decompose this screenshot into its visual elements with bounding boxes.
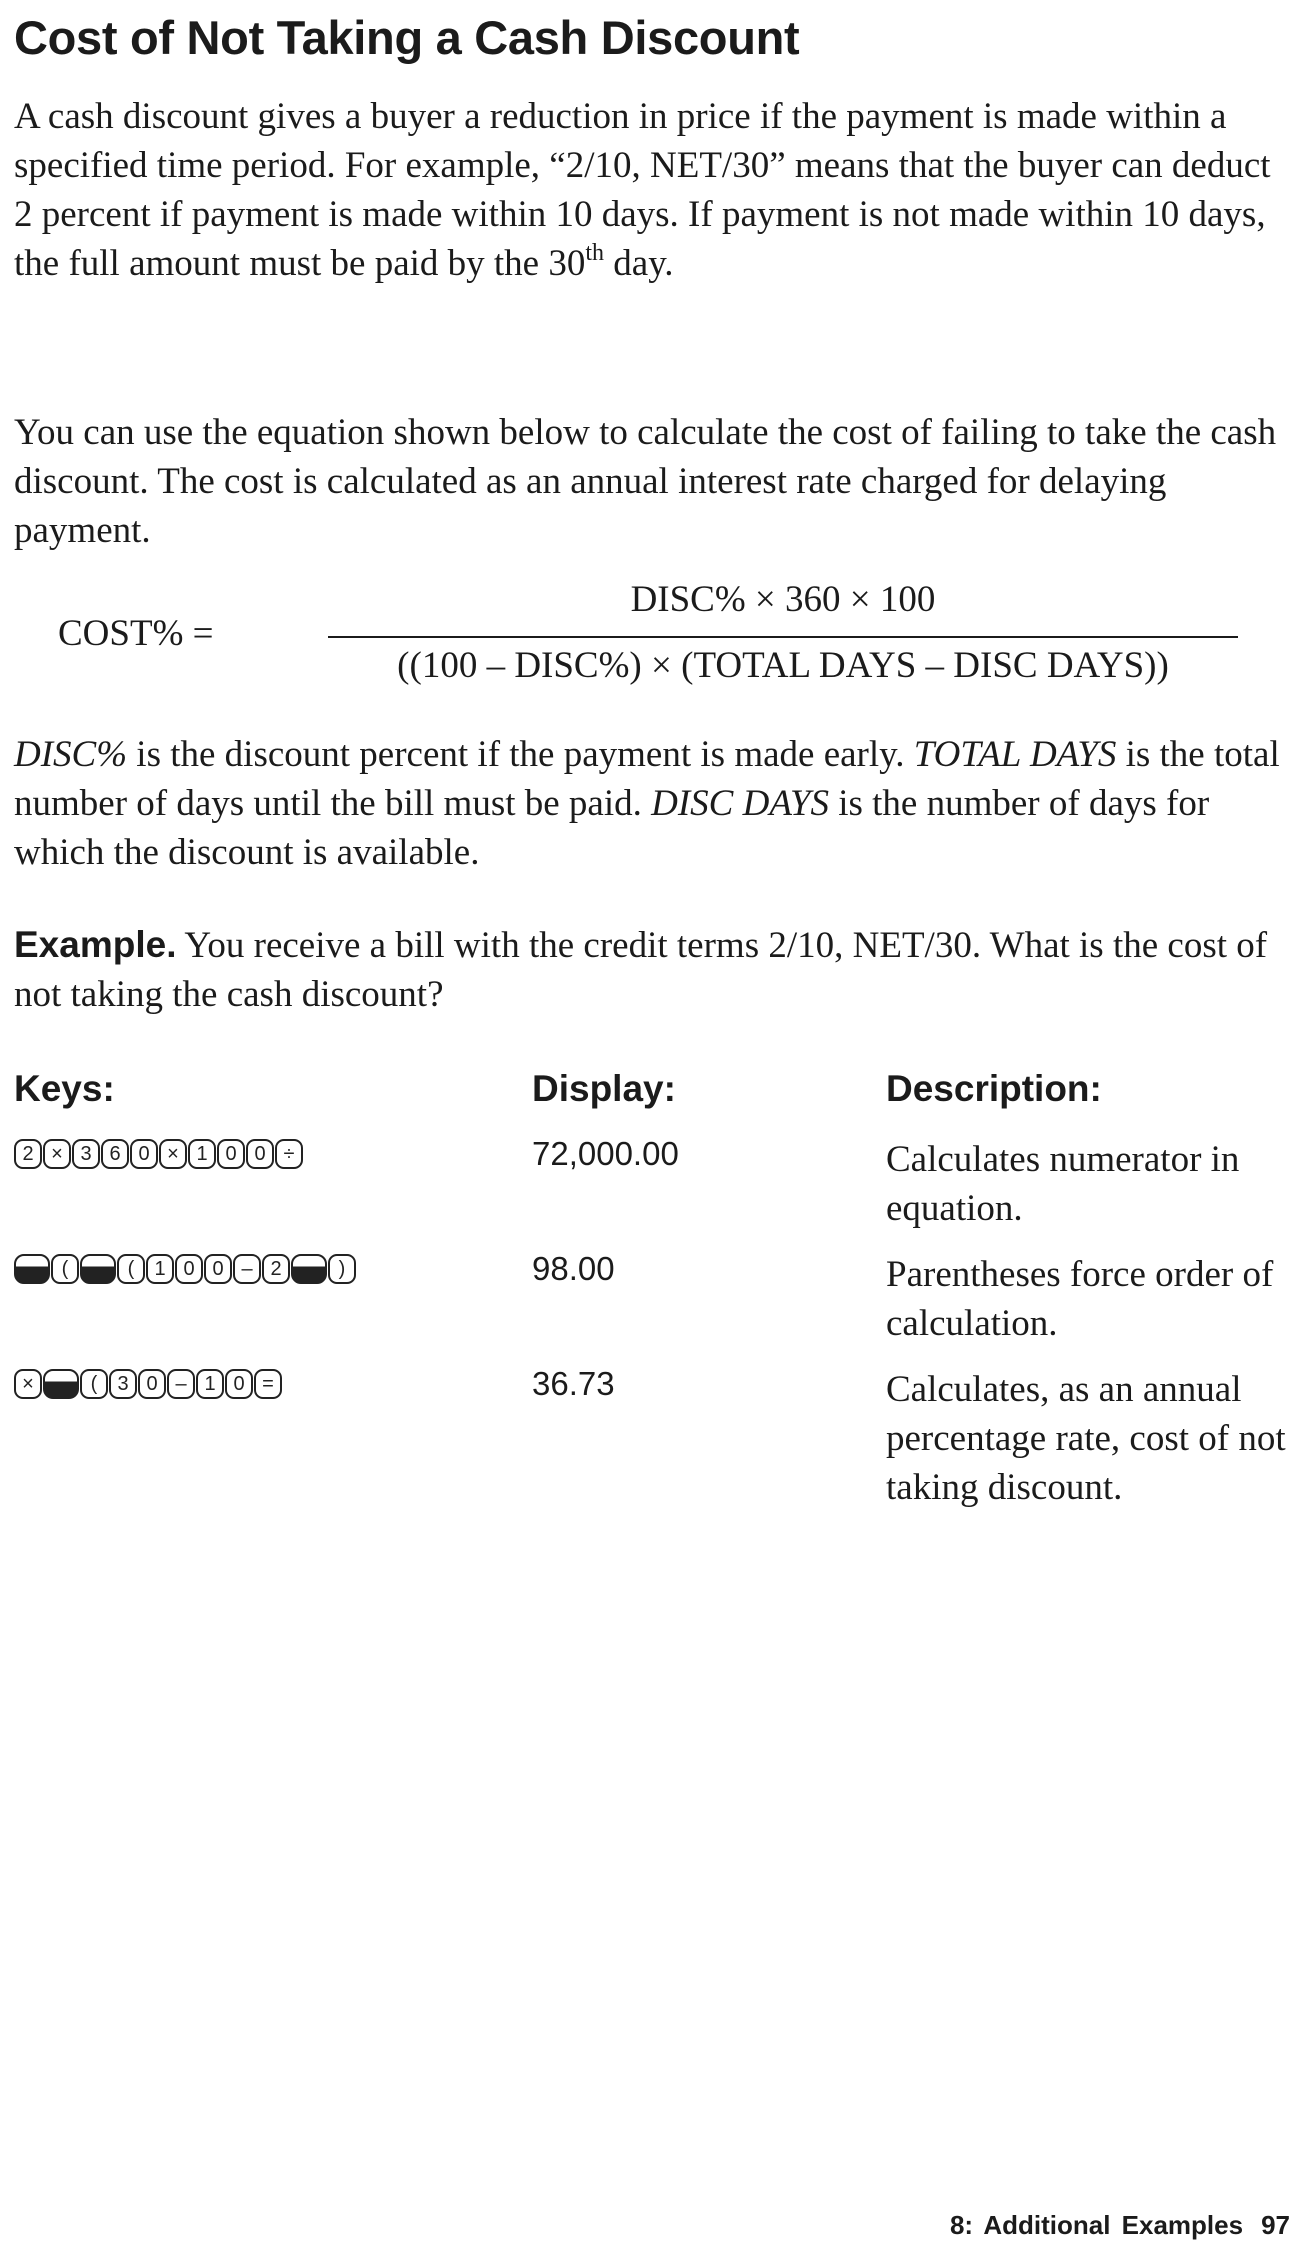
definitions-paragraph: [14, 730, 1294, 877]
calculator-key-icon: 0: [138, 1369, 166, 1399]
definition-disc-percent: is the discount percent if the payment is made early.: [127, 734, 914, 775]
equation-intro-paragraph: You can use the equation shown below to calculate the cost of failing to take the cash discount. The cost is calculated as an annual interest rate charged for delaying payment.: [14, 412, 1277, 551]
calculator-key-icon: 0: [175, 1254, 203, 1284]
example-paragraph: [14, 920, 1294, 1019]
shift-key-icon: [291, 1254, 327, 1284]
calculator-key-icon: (: [117, 1254, 145, 1284]
calculator-key-icon: 0: [246, 1139, 274, 1169]
keystroke-sequence: [14, 1135, 304, 1173]
definition-disc-days: is the number of days for which the discount is available.: [14, 783, 1210, 873]
page-footer: [950, 2210, 1290, 2241]
calculator-key-icon: ÷: [275, 1139, 303, 1169]
shift-key-icon: [80, 1254, 116, 1284]
step-description: Calculates, as an annual percentage rate, cost of not taking discount.: [886, 1369, 1286, 1508]
keys-header: Keys:: [14, 1068, 115, 1109]
display-value: 72,000.00: [532, 1135, 679, 1172]
intro-text: A cash discount gives a buyer a reduction in price if the payment is made within a specified time period. For example, “2/10, NET/30” means that the buyer can deduct 2 percent if payment is made within 10 days. If payment is not made within 10 days, the full amount must be paid by the 30: [14, 96, 1271, 284]
display-value: 98.00: [532, 1250, 615, 1287]
term-disc-days: DISC DAYS: [651, 783, 829, 824]
calculator-key-icon: 6: [101, 1139, 129, 1169]
display-value: 36.73: [532, 1365, 615, 1402]
fraction-bar: [328, 636, 1238, 638]
example-text: You receive a bill with the credit terms 2/10, NET/30. What is the cost of not taking the cash discount?: [14, 925, 1268, 1015]
calculator-key-icon: (: [51, 1254, 79, 1284]
definition-total-days: is the total number of days until the bill must be paid.: [14, 734, 1280, 824]
calculator-key-icon: 1: [146, 1254, 174, 1284]
example-label: Example.: [14, 924, 177, 965]
intro-paragraph: [14, 92, 1294, 288]
calculator-key-icon: 1: [196, 1369, 224, 1399]
calculator-key-icon: =: [254, 1369, 282, 1399]
calculator-key-icon: ): [328, 1254, 356, 1284]
calculator-key-icon: (: [80, 1369, 108, 1399]
equation-numerator: DISC% × 360 × 100: [630, 579, 936, 620]
page-number: 97: [1261, 2210, 1290, 2240]
calculator-key-icon: –: [233, 1254, 261, 1284]
step-description: Parentheses force order of calculation.: [886, 1254, 1274, 1344]
calculator-key-icon: ×: [43, 1139, 71, 1169]
calculator-key-icon: 3: [72, 1139, 100, 1169]
calculator-key-icon: 0: [217, 1139, 245, 1169]
calculator-key-icon: 0: [225, 1369, 253, 1399]
page-title: Cost of Not Taking a Cash Discount: [14, 11, 800, 64]
calculator-key-icon: ×: [14, 1369, 42, 1399]
cost-equation: [58, 578, 1248, 698]
calculator-key-icon: 3: [109, 1369, 137, 1399]
description-header: Description:: [886, 1068, 1102, 1109]
intro-tail: day.: [604, 243, 674, 284]
term-total-days: TOTAL DAYS: [913, 734, 1117, 775]
term-disc-percent: DISC%: [14, 734, 128, 775]
equation-lhs: COST% =: [58, 613, 214, 654]
intro-superscript: th: [585, 240, 605, 266]
calculator-key-icon: –: [167, 1369, 195, 1399]
calculator-key-icon: 2: [262, 1254, 290, 1284]
keystroke-sequence: [14, 1365, 283, 1403]
footer-section: 8: Additional Examples: [949, 2210, 1244, 2240]
calculator-key-icon: 0: [130, 1139, 158, 1169]
keystroke-sequence: [14, 1250, 357, 1288]
calculator-key-icon: 0: [204, 1254, 232, 1284]
display-header: Display:: [532, 1068, 676, 1109]
equation-denominator: ((100 – DISC%) × (TOTAL DAYS – DISC DAYS)): [397, 645, 1169, 686]
calculator-key-icon: 1: [188, 1139, 216, 1169]
shift-key-icon: [43, 1369, 79, 1399]
calculator-key-icon: ×: [159, 1139, 187, 1169]
calculator-key-icon: 2: [14, 1139, 42, 1169]
shift-key-icon: [14, 1254, 50, 1284]
step-description: Calculates numerator in equation.: [886, 1139, 1240, 1229]
